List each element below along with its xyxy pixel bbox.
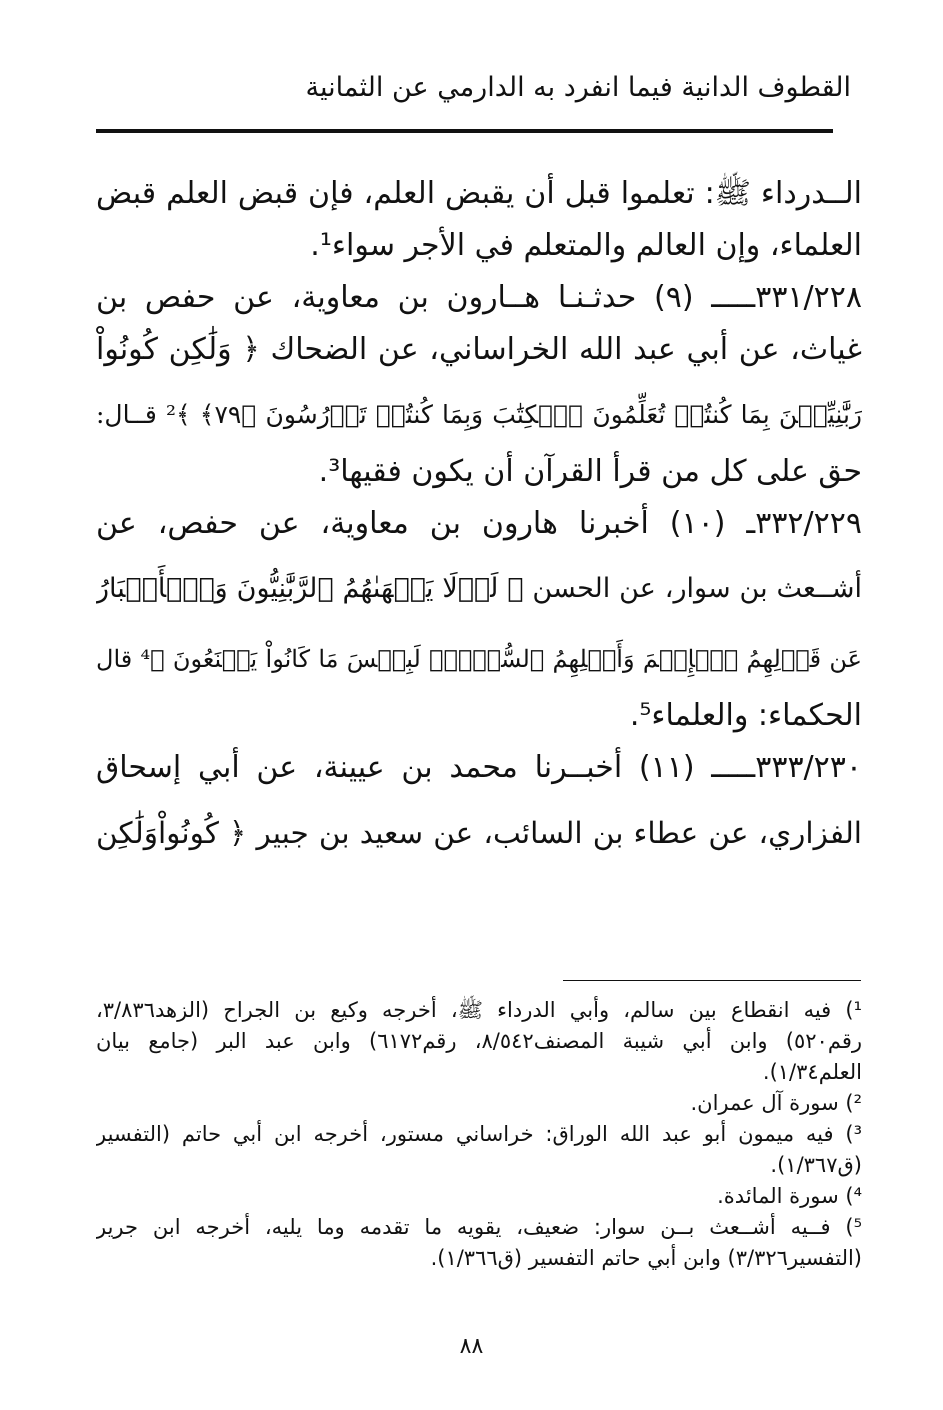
- text-line: عَن قَوۡلِهِمُ ٱلۡإِثۡمَ وَأَكۡلِهِمُ ٱلسُّحۡتَۚ لَبِئۡسَ مَا كَانُواْ يَصۡنَعُونَ ﴾⁴ قال: [96, 645, 862, 673]
- footnote-line: ³) فيه ميمون أبو عبد الله الوراق: خراساني مستور، أخرجه ابن أبي حاتم (التفسير: [96, 1122, 862, 1146]
- text-line: حق على كل من قرأ القرآن أن يكون فقيها³.: [318, 454, 862, 489]
- footnote-line: (ق١/٣٦٧).: [770, 1153, 862, 1177]
- main-text: [96, 168, 862, 864]
- text-line: ٣٣١/٢٢٨ـــــ (٩) حدثـنـا هــارون بن معاوية، عن حفص بن: [96, 280, 862, 315]
- text-line: أشــعث بن سوار، عن الحسن ﴿ لَوۡلَا يَنۡهَىٰهُمُ ٱلرَّبَّٰنِيُّونَ وَٱلۡأَحۡبَارُ: [96, 573, 862, 604]
- running-head: القطوف الدانية فيما انفرد به الدارمي عن الثمانية: [305, 72, 851, 103]
- text-line: العلماء، وإن العالم والمتعلم في الأجر سواء¹.: [310, 228, 862, 263]
- text-line: ٣٣٢/٢٢٩ـ (١٠) أخبرنا هارون بن معاوية، عن حفص، عن: [96, 506, 862, 541]
- footnote-rule: [563, 980, 861, 981]
- footnote-line: ⁵) فــيه أشــعث بــن سوار: ضعيف، يقويه ما تقدمه وما يليه، أخرجه ابن جرير: [96, 1215, 862, 1239]
- text-line: الفزاري، عن عطاء بن السائب، عن سعيد بن جبير ﴿ كُونُواْوَلَٰكِن: [96, 816, 862, 850]
- footnote-line: ²) سورة آل عمران.: [690, 1091, 862, 1115]
- footnote-line: رقم٥٢٠) وابن أبي شيبة المصنف٨/٥٤٢، رقم٦١٧٢) وابن عبد البر (جامع بيان: [96, 1029, 862, 1053]
- footnote-line: (التفسير٣/٣٢٦) وابن أبي حاتم التفسير (ق١/٣٦٦).: [430, 1246, 862, 1270]
- footnote-line: ⁴) سورة المائدة.: [717, 1184, 862, 1208]
- footnotes: [96, 995, 862, 1274]
- footnote-line: ¹) فيه انقطاع بين سالم، وأبي الدرداء ﷺ، أخرجه وكيع بن الجراح (الزهد٣/٨٣٦،: [96, 998, 862, 1022]
- text-line: الحكماء: والعلماء⁵.: [629, 698, 862, 733]
- text-line: الــدرداء ﷺ: تعلموا قبل أن يقبض العلم، فإن قبض العلم قبض: [96, 176, 862, 211]
- text-line: غياث، عن أبي عبد الله الخراساني، عن الضحاك ﴿ وَلَٰكِن كُونُواْ: [96, 332, 862, 367]
- text-line: ٣٣٣/٢٣٠ـــــ (١١) أخبــرنا محمد بن عيينة، عن أبي إسحاق: [96, 750, 862, 785]
- page-number: ٨٨: [459, 1334, 484, 1359]
- text-line: رَبَّٰنِيِّـۧنَ بِمَا كُنتُمۡ تُعَلِّمُونَ ٱلۡكِتَٰبَ وَبِمَا كُنتُمۡ تَدۡرُسُونَ ﴿٧٩﴾ ﴾² قــال:: [96, 400, 862, 429]
- header-rule: [96, 129, 833, 133]
- footnote-line: العلم١/٣٤).: [762, 1060, 862, 1084]
